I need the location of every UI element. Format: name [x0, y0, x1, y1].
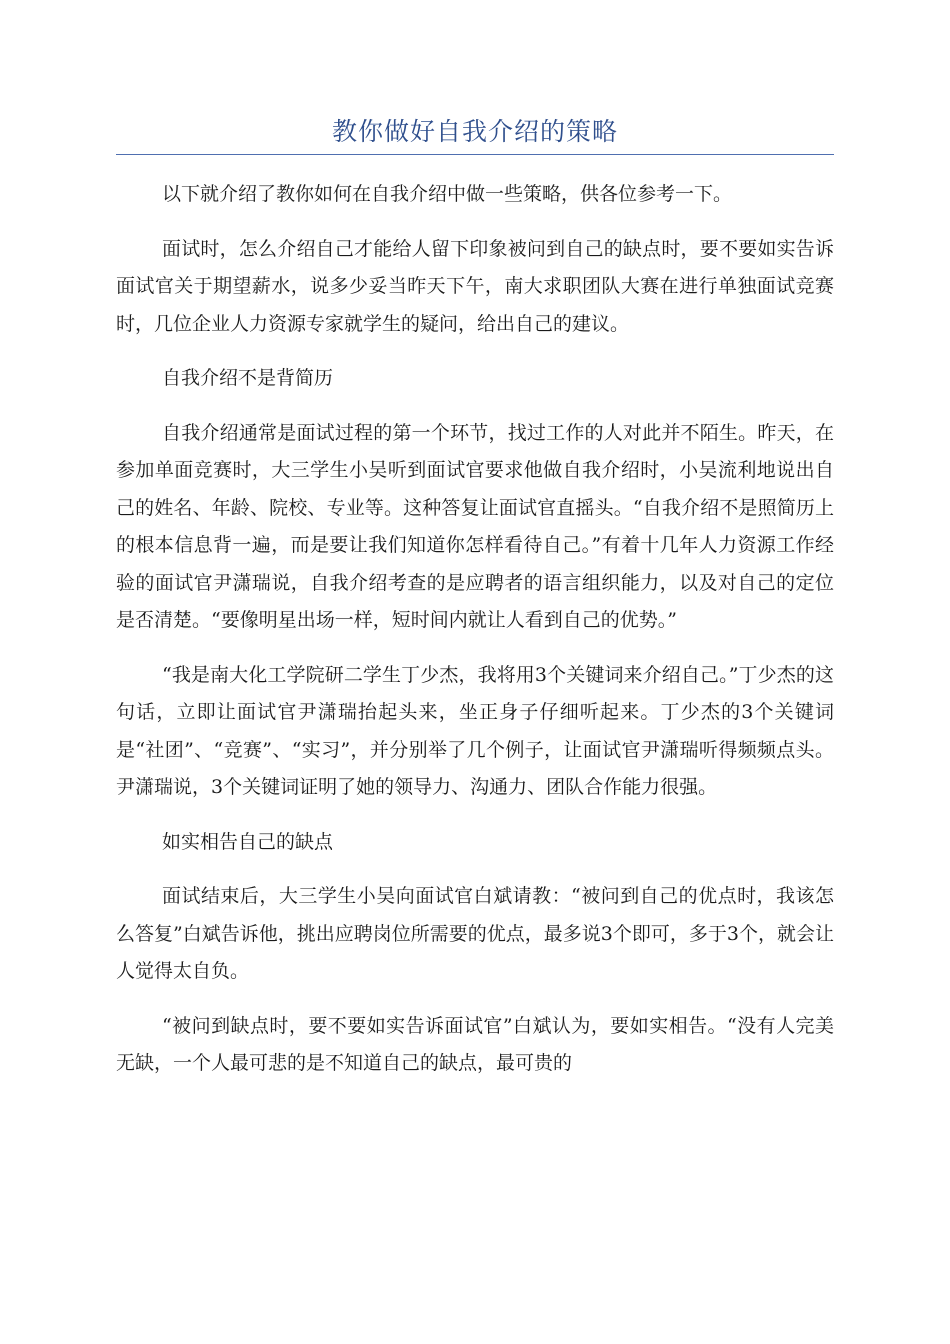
- document-title: 教你做好自我介绍的策略: [331, 117, 618, 146]
- section-heading: 如实相告自己的缺点: [162, 830, 334, 853]
- intro-paragraph: 以下就介绍了教你如何在自我介绍中做一些策略，供各位参考一下。: [162, 183, 733, 205]
- body-paragraph: 面试时，怎么介绍自己才能给人留下印象被问到自己的缺点时，要不要如实告诉面试官关于期望薪水，说多少妥当昨天下午，南大求职团队大赛在进行单独面试竞赛时，几位企业人力资源专家就学生的疑问，给出自己的建议。: [116, 237, 834, 335]
- body-paragraph: 自我介绍通常是面试过程的第一个环节，找过工作的人对此并不陌生。昨天，在参加单面竞赛时，大三学生小吴听到面试官要求他做自我介绍时，小吴流利地说出自己的姓名、年龄、院校、专业等。这种答复让面试官直摇头。“自我介绍不是照简历上的根本信息背一遍，而是要让我们知道你怎样看待自己。”有着十几年人力资源工作经验的面试官尹潇瑞说，自我介绍考查的是应聘者的语言组织能力，以及对自己的定位是否清楚。“要像明星出场一样，短时间内就让人看到自己的优势。”: [116, 421, 834, 631]
- body-paragraph: 面试结束后，大三学生小吴向面试官白斌请教：“被问到自己的优点时，我该怎么答复”白斌告诉他，挑出应聘岗位所需要的优点，最多说3个即可，多于3个，就会让人觉得太自负。: [116, 885, 834, 982]
- body-paragraph: “被问到缺点时，要不要如实告诉面试官”白斌认为，要如实相告。“没有人完美无缺，一个人最可悲的是不知道自己的缺点，最可贵的: [116, 1014, 834, 1074]
- title-underline: [116, 154, 834, 155]
- section-heading: 自我介绍不是背简历: [162, 367, 334, 389]
- body-paragraph: “我是南大化工学院研二学生丁少杰，我将用3个关键词来介绍自己。”丁少杰的这句话，立即让面试官尹潇瑞抬起头来，坐正身子仔细听起来。丁少杰的3个关键词是“社团”、“竞赛”、“实习”，并分别举了几个例子，让面试官尹潇瑞听得频频点头。尹潇瑞说，3个关键词证明了她的领导力、沟通力、团队合作能力很强。: [116, 663, 834, 798]
- document-body: [116, 176, 834, 1100]
